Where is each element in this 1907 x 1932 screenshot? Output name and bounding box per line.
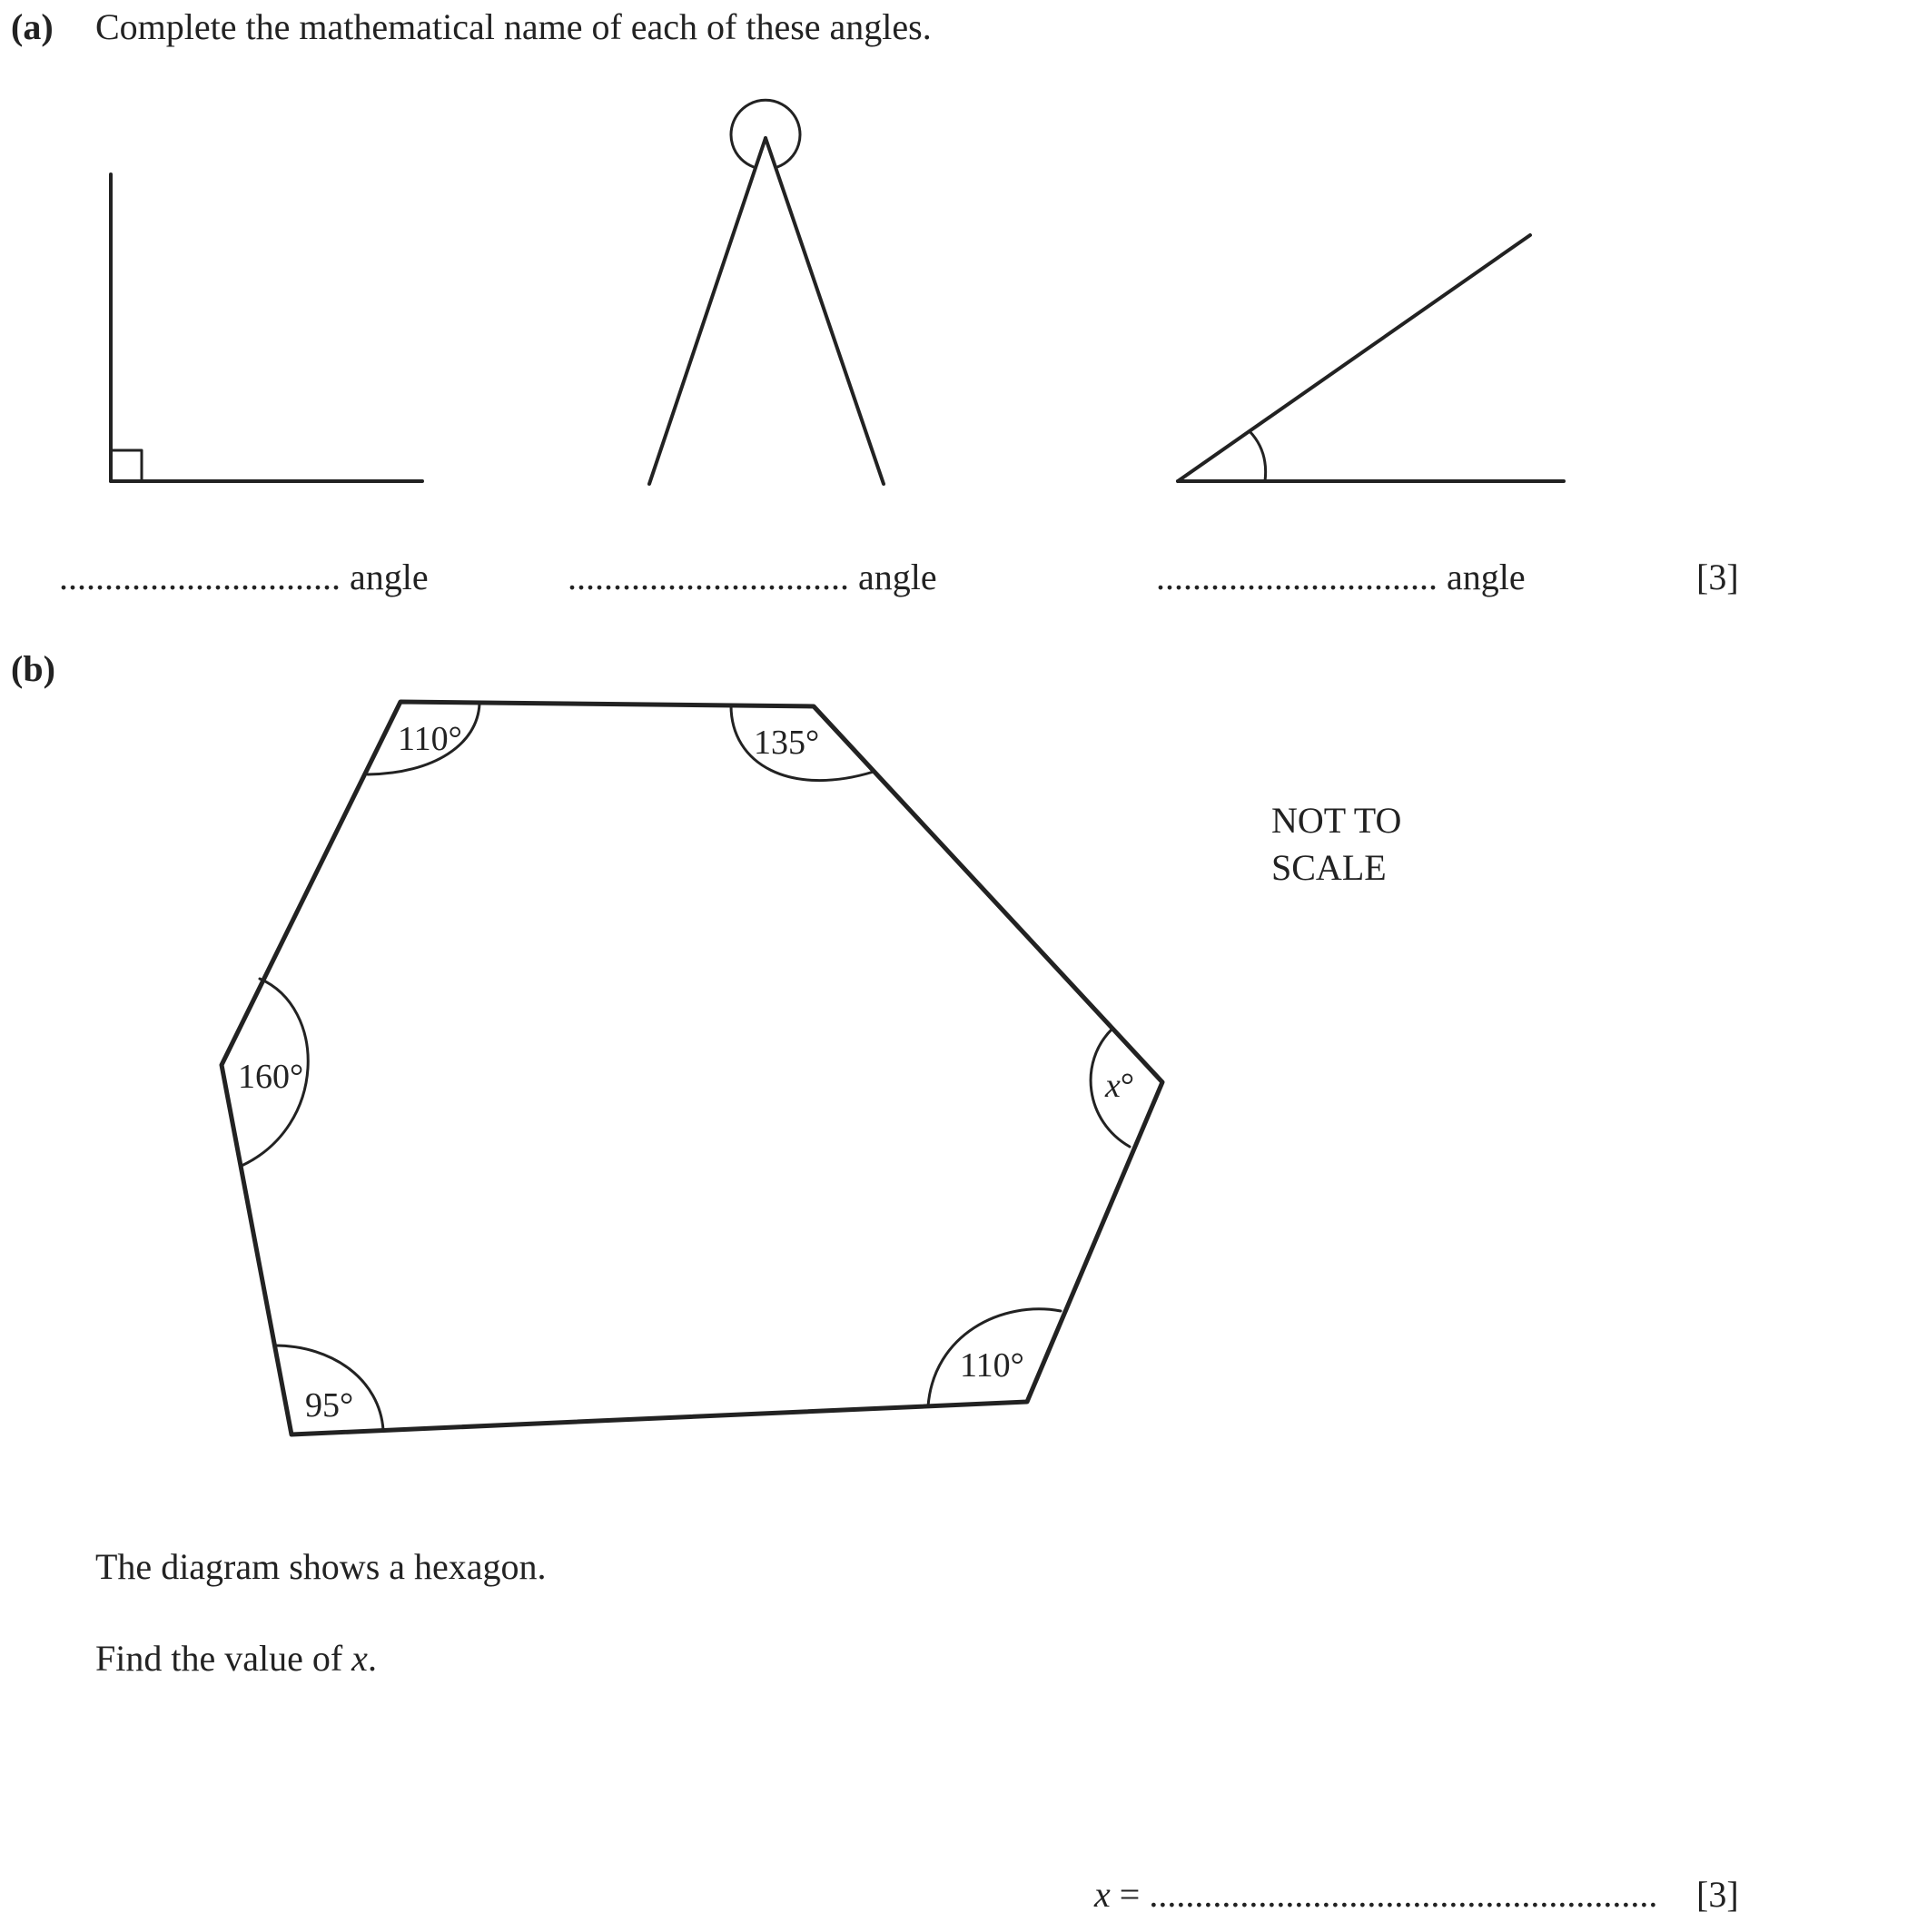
part-b-text-1: The diagram shows a hexagon. <box>95 1546 547 1587</box>
note-line-2: SCALE <box>1271 847 1387 888</box>
answer-var: x <box>1094 1874 1111 1915</box>
answer-dots: ........................................................ <box>1149 1874 1658 1915</box>
answer-dots-3: ............................... <box>1156 557 1438 597</box>
answer-dots-1: ............................... <box>59 557 341 597</box>
answer-word-2: angle <box>858 557 937 597</box>
answer-word-3: angle <box>1447 557 1526 597</box>
answer-word-1: angle <box>350 557 429 597</box>
angle-label-top-right: 135° <box>754 724 820 762</box>
answer-line-2[interactable] <box>568 556 937 598</box>
right-angle-figure <box>111 174 422 481</box>
answer-line-1[interactable] <box>59 556 429 598</box>
reflex-angle-figure <box>649 100 884 484</box>
part-b-marks: [3] <box>1696 1874 1739 1915</box>
answer-dots-2: ............................... <box>568 557 849 597</box>
not-to-scale-note <box>1271 797 1401 892</box>
angle-label-right: x° <box>1105 1067 1135 1105</box>
part-b-label: (b) <box>11 648 55 689</box>
part-a-marks: [3] <box>1696 557 1739 597</box>
angle-label-bottom-right: 110° <box>960 1346 1024 1385</box>
hexagon-shape <box>222 702 1162 1434</box>
acute-angle-figure <box>1178 235 1564 481</box>
angle-label-left: 160° <box>238 1058 304 1096</box>
angle-label-top-left: 110° <box>398 720 462 758</box>
part-a-label: (a) <box>11 6 54 47</box>
note-line-1: NOT TO <box>1271 800 1402 841</box>
part-b-answer-line[interactable]: x = ........................................................ <box>1094 1874 1658 1915</box>
part-b-text-2: Find the value of x. <box>95 1638 377 1679</box>
angle-label-bottom-left: 95° <box>305 1386 354 1424</box>
part-a-question: Complete the mathematical name of each of these angles. <box>95 6 932 47</box>
answer-line-3[interactable] <box>1156 556 1526 598</box>
